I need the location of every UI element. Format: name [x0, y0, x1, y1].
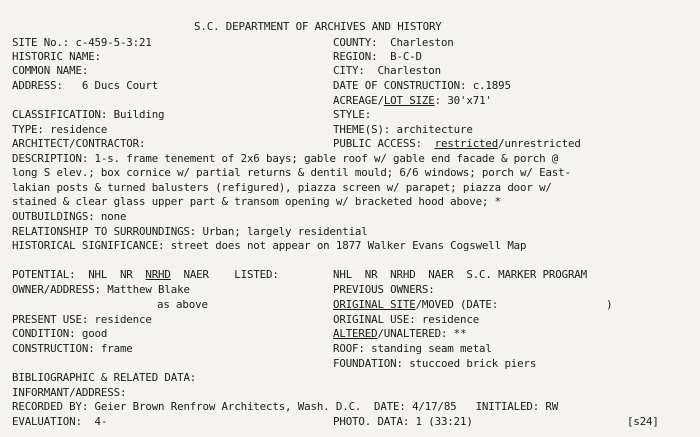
address: ADDRESS: 6 Ducs Court	[12, 79, 159, 92]
altered: ALTERED	[333, 327, 378, 340]
unaltered: /UNALTERED: **	[377, 327, 467, 340]
relationship-to-surroundings: RELATIONSHIP TO SURROUNDINGS: Urban; largely residential	[12, 225, 368, 238]
potential-suffix: NAER LISTED:	[170, 268, 279, 281]
bibliographic-data: BIBLIOGRAPHIC & RELATED DATA:	[12, 371, 197, 384]
potential-prefix: POTENTIAL: NHL NR	[12, 268, 146, 281]
original-use: ORIGINAL USE: residence	[333, 313, 480, 326]
moved-date: /MOVED (DATE: )	[415, 298, 613, 311]
owner-address: OWNER/ADDRESS: Matthew Blake	[12, 283, 190, 296]
evaluation: EVALUATION: 4-	[12, 415, 108, 428]
public-access-prefix: PUBLIC ACCESS:	[333, 137, 435, 150]
public-access-rest: /unrestricted	[498, 137, 581, 150]
owner-address-cont: as above	[157, 298, 208, 311]
potential	[12, 268, 279, 282]
type: TYPE: residence	[12, 123, 108, 136]
previous-owners: PREVIOUS OWNERS:	[333, 283, 435, 296]
description-line-1: DESCRIPTION: 1-s. frame tenement of 2x6 bays; gable roof w/ gable end facade & porch @	[12, 152, 559, 165]
acreage-prefix: ACREAGE/	[333, 94, 384, 107]
altered-unaltered	[333, 327, 466, 341]
acreage-lot-size	[333, 94, 492, 108]
common-name: COMMON NAME:	[12, 64, 89, 77]
original-site: ORIGINAL SITE	[333, 298, 416, 311]
style: STYLE:	[333, 108, 372, 121]
condition: CONDITION: good	[12, 327, 108, 340]
recorded-by: RECORDED BY: Geier Brown Renfrow Architects, Wash. D.C. DATE: 4/17/85 INITIALED: RW	[12, 400, 559, 413]
present-use: PRESENT USE: residence	[12, 313, 152, 326]
acreage-value: : 30'x71'	[434, 94, 492, 107]
photo-data: PHOTO. DATA: 1 (33:21)	[333, 415, 473, 428]
listed-options: NHL NR NRHD NAER S.C. MARKER PROGRAM	[333, 268, 588, 281]
lot-size-selected: LOT SIZE	[383, 94, 435, 107]
public-access-restricted: restricted	[434, 137, 499, 150]
outbuildings: OUTBUILDINGS: none	[12, 210, 127, 223]
historical-significance: HISTORICAL SIGNIFICANCE: street does not appear on 1877 Walker Evans Cogswell Map	[12, 239, 527, 252]
date-of-construction: DATE OF CONSTRUCTION: c.1895	[333, 79, 511, 92]
site-number: SITE No.: c-459-5-3:21	[12, 36, 152, 49]
classification: CLASSIFICATION: Building	[12, 108, 165, 121]
themes: THEME(S): architecture	[333, 123, 473, 136]
description-line-2: long S elev.; box cornice w/ partial returns & dentil mould; 6/6 windows; porch w/ East-	[12, 166, 571, 179]
page-header: S.C. DEPARTMENT OF ARCHIVES AND HISTORY	[194, 20, 442, 33]
roof: ROOF: standing seam metal	[333, 342, 492, 355]
description-line-3: lakian posts & turned balusters (refigured), piazza screen w/ parapet; piazza door w/	[12, 181, 552, 194]
county: COUNTY: Charleston	[333, 36, 454, 49]
region: REGION: B-C-D	[333, 50, 422, 63]
original-site-moved	[333, 298, 612, 312]
construction: CONSTRUCTION: frame	[12, 342, 133, 355]
record-code: [s24]	[627, 415, 659, 428]
potential-nrhd: NRHD	[145, 268, 171, 281]
informant-address: INFORMANT/ADDRESS:	[12, 386, 127, 399]
description-line-4: stained & clear glass upper part & transom opening w/ bracketed hood above; *	[12, 195, 501, 208]
historic-name: HISTORIC NAME:	[12, 50, 101, 63]
city: CITY: Charleston	[333, 64, 441, 77]
public-access	[333, 137, 581, 151]
architect-contractor: ARCHITECT/CONTRACTOR:	[12, 137, 146, 150]
foundation: FOUNDATION: stuccoed brick piers	[333, 357, 537, 370]
